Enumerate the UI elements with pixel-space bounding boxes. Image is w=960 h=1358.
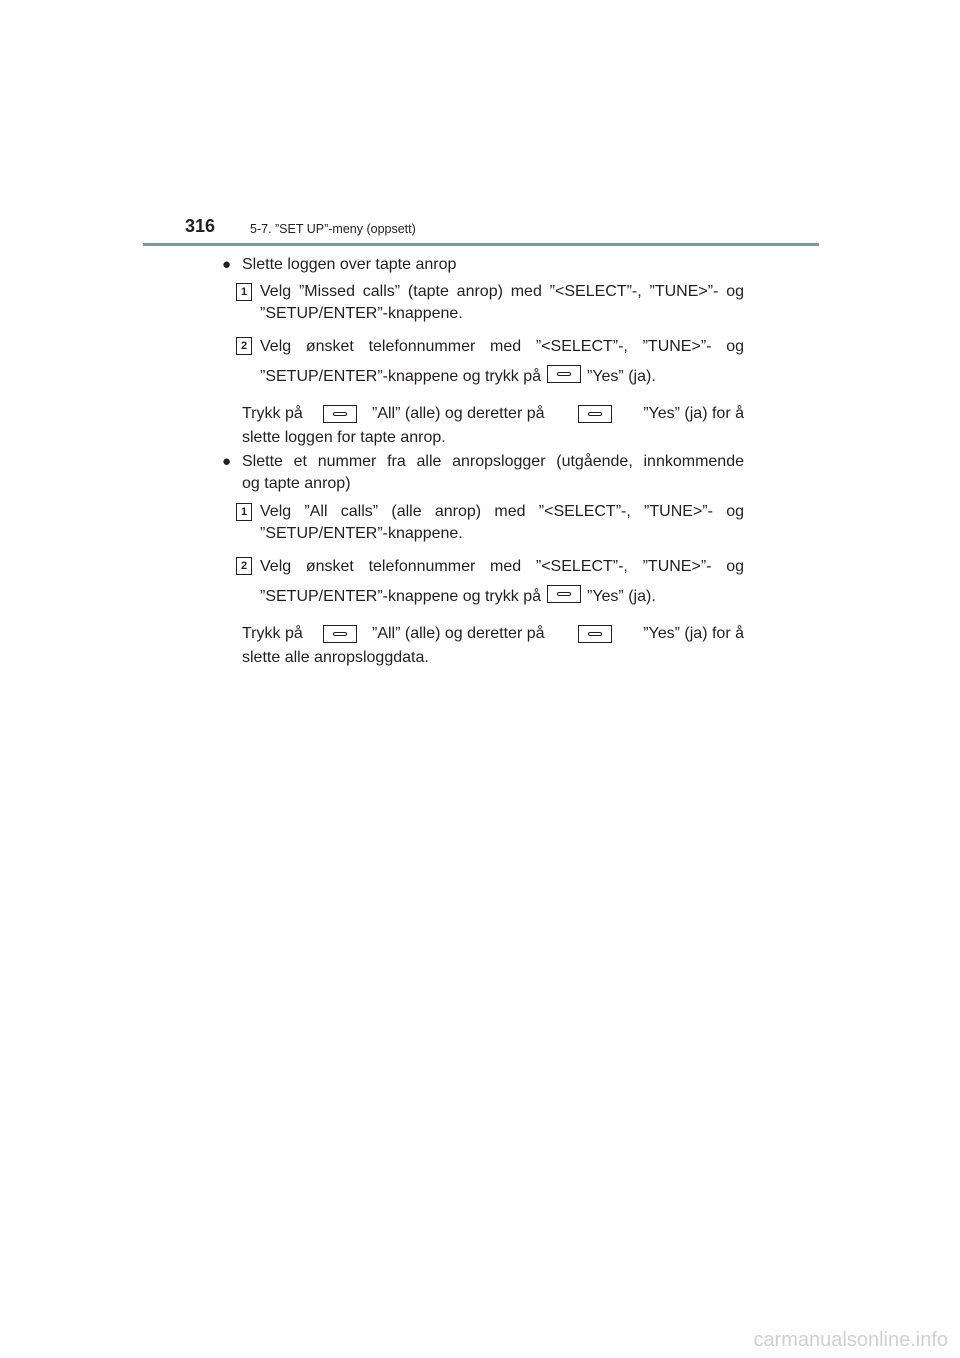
step-text-part: ”SETUP/ENTER”-knappene og trykk på xyxy=(260,368,541,385)
step-number-badge: 2 xyxy=(236,337,252,355)
button-icon xyxy=(323,405,357,423)
step-number-badge: 1 xyxy=(236,503,252,521)
watermark: carmanualsonline.info xyxy=(753,1329,948,1351)
bullet-icon: ● xyxy=(222,453,232,470)
note-text xyxy=(632,403,744,425)
note-text: slette alle anropsloggdata. xyxy=(242,649,429,666)
button-icon xyxy=(323,625,357,643)
note-text: ”All” (alle) og deretter på xyxy=(372,405,545,422)
step-text: ”SETUP/ENTER”-knappene. xyxy=(260,525,463,542)
section-title: 5-7. ”SET UP”-meny (oppsett) xyxy=(250,222,416,236)
note-text: Trykk på xyxy=(242,405,303,422)
note-text: ”All” (alle) og deretter på xyxy=(372,625,545,642)
page-number: 316 xyxy=(185,216,216,236)
step-text: Velg ønsket telefonnummer med ”<SELECT”-, ”TUNE>”- og xyxy=(260,558,744,575)
step-number-badge: 1 xyxy=(236,283,252,301)
step-text: Velg ønsket telefonnummer med ”<SELECT”-, ”TUNE>”- og xyxy=(260,338,744,355)
step-text: Velg ”Missed calls” (tapte anrop) med ”<SELECT”-, ”TUNE>”- og xyxy=(260,283,744,300)
button-icon xyxy=(578,625,612,643)
note-text: Trykk på xyxy=(242,625,303,642)
step-text-part: ”SETUP/ENTER”-knappene og trykk på xyxy=(260,588,541,605)
note-text: slette loggen for tapte anrop. xyxy=(242,429,446,446)
button-icon xyxy=(578,405,612,423)
section-heading: Slette et nummer fra alle anropslogger (utgående, innkommende xyxy=(242,453,744,470)
bullet-icon: ● xyxy=(222,256,232,273)
step-text-part: ”Yes” (ja). xyxy=(587,368,656,385)
step-number-badge: 2 xyxy=(236,557,252,575)
section-heading: Slette loggen over tapte anrop xyxy=(242,256,457,273)
note-text xyxy=(632,623,744,645)
button-icon xyxy=(547,585,581,603)
note-text-part: ”Yes” (ja) for å xyxy=(643,405,744,422)
header-divider xyxy=(143,243,819,246)
step-text xyxy=(260,365,656,388)
step-text: Velg ”All calls” (alle anrop) med ”<SELECT”-, ”TUNE>”- og xyxy=(260,503,744,520)
step-text: ”SETUP/ENTER”-knappene. xyxy=(260,305,463,322)
section-heading: og tapte anrop) xyxy=(242,475,351,492)
note-text-part: ”Yes” (ja) for å xyxy=(643,625,744,642)
button-icon xyxy=(547,365,581,383)
step-text-part: ”Yes” (ja). xyxy=(587,588,656,605)
step-text xyxy=(260,585,656,608)
